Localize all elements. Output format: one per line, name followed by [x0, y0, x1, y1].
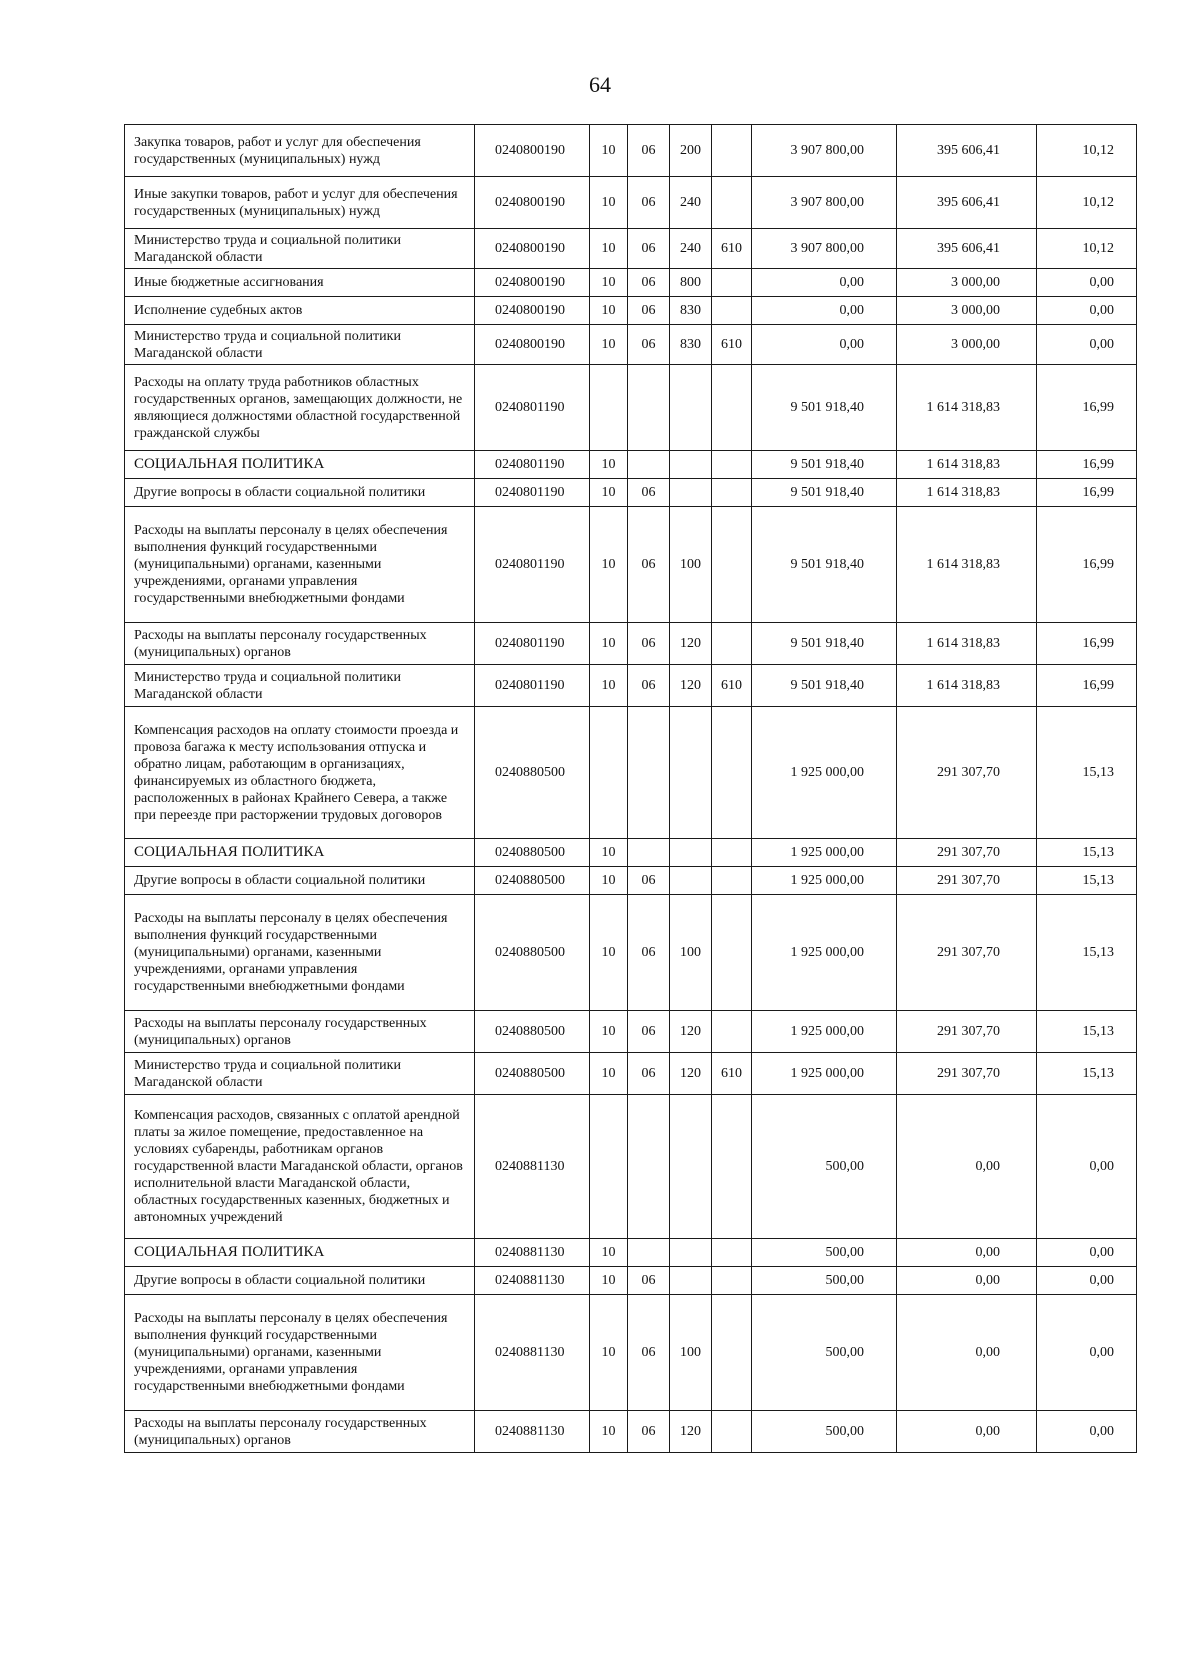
row-plan: 9 501 918,40	[752, 365, 897, 451]
table-row	[125, 229, 1137, 269]
row-percent: 0,00	[1037, 269, 1137, 297]
row-expense-type: 120	[670, 1411, 712, 1453]
row-section: 10	[590, 451, 628, 479]
row-section: 10	[590, 479, 628, 507]
row-percent: 0,00	[1037, 1095, 1137, 1239]
row-code: 0240880500	[475, 895, 590, 1011]
row-name: Иные бюджетные ассигнования	[125, 269, 475, 297]
row-executed: 0,00	[897, 1095, 1037, 1239]
row-name: Компенсация расходов на оплату стоимости проезда и провоза багажа к месту использования отпуска и обратно лицам, работающим в организациях, финансируемых из областного бюджета, расположенных в районах Крайнего Севера, а также при переезде при расторжении трудовых договоров	[125, 707, 475, 839]
row-executed: 1 614 318,83	[897, 623, 1037, 665]
row-department: 610	[712, 665, 752, 707]
row-executed: 3 000,00	[897, 297, 1037, 325]
row-subsection: 06	[628, 867, 670, 895]
row-code: 0240801190	[475, 365, 590, 451]
row-code: 0240800190	[475, 297, 590, 325]
row-code: 0240880500	[475, 867, 590, 895]
row-plan: 3 907 800,00	[752, 177, 897, 229]
row-section: 10	[590, 867, 628, 895]
row-subsection	[628, 1239, 670, 1267]
row-subsection	[628, 839, 670, 867]
row-plan: 3 907 800,00	[752, 229, 897, 269]
row-percent: 0,00	[1037, 1411, 1137, 1453]
row-executed: 1 614 318,83	[897, 479, 1037, 507]
row-code: 0240880500	[475, 1011, 590, 1053]
row-name: Министерство труда и социальной политики Магаданской области	[125, 325, 475, 365]
row-name: Расходы на выплаты персоналу государственных (муниципальных) органов	[125, 1411, 475, 1453]
row-name: Закупка товаров, работ и услуг для обеспечения государственных (муниципальных) нужд	[125, 125, 475, 177]
table-row	[125, 707, 1137, 839]
table-row	[125, 451, 1137, 479]
row-department	[712, 1295, 752, 1411]
row-expense-type	[670, 839, 712, 867]
row-name: Исполнение судебных актов	[125, 297, 475, 325]
row-subsection	[628, 707, 670, 839]
row-subsection: 06	[628, 665, 670, 707]
row-subsection: 06	[628, 895, 670, 1011]
row-name: Другие вопросы в области социальной политики	[125, 479, 475, 507]
row-section: 10	[590, 1295, 628, 1411]
budget-table	[124, 124, 1137, 1453]
row-name: Другие вопросы в области социальной политики	[125, 1267, 475, 1295]
row-expense-type: 200	[670, 125, 712, 177]
row-plan: 1 925 000,00	[752, 839, 897, 867]
row-name: СОЦИАЛЬНАЯ ПОЛИТИКА	[125, 1239, 475, 1267]
row-plan: 0,00	[752, 297, 897, 325]
row-percent: 15,13	[1037, 707, 1137, 839]
row-name: Компенсация расходов, связанных с оплатой арендной платы за жилое помещение, предоставленное на условиях субаренды, работникам органов государственной власти Магаданской области, органов исполнительной власти Магаданской области, областных государственных казенных, бюджетных и автономных учреждений	[125, 1095, 475, 1239]
row-expense-type: 100	[670, 895, 712, 1011]
row-section: 10	[590, 1411, 628, 1453]
table-row	[125, 623, 1137, 665]
row-name: Министерство труда и социальной политики Магаданской области	[125, 665, 475, 707]
row-plan: 500,00	[752, 1095, 897, 1239]
budget-table-body	[125, 125, 1137, 1453]
row-department: 610	[712, 229, 752, 269]
table-row	[125, 1295, 1137, 1411]
row-department	[712, 507, 752, 623]
row-department: 610	[712, 325, 752, 365]
row-section: 10	[590, 229, 628, 269]
row-percent: 16,99	[1037, 451, 1137, 479]
row-percent: 0,00	[1037, 1239, 1137, 1267]
row-department	[712, 623, 752, 665]
row-section: 10	[590, 1011, 628, 1053]
row-executed: 0,00	[897, 1295, 1037, 1411]
row-department	[712, 365, 752, 451]
row-subsection: 06	[628, 623, 670, 665]
row-name: СОЦИАЛЬНАЯ ПОЛИТИКА	[125, 839, 475, 867]
row-code: 0240881130	[475, 1411, 590, 1453]
row-department	[712, 1095, 752, 1239]
page-number: 64	[589, 72, 611, 97]
row-code: 0240881130	[475, 1267, 590, 1295]
row-code: 0240800190	[475, 229, 590, 269]
row-name: Министерство труда и социальной политики Магаданской области	[125, 1053, 475, 1095]
row-plan: 0,00	[752, 269, 897, 297]
row-subsection: 06	[628, 125, 670, 177]
row-expense-type: 120	[670, 1053, 712, 1095]
row-subsection: 06	[628, 325, 670, 365]
row-expense-type	[670, 867, 712, 895]
table-row	[125, 1095, 1137, 1239]
row-plan: 1 925 000,00	[752, 1053, 897, 1095]
row-expense-type: 800	[670, 269, 712, 297]
row-subsection: 06	[628, 479, 670, 507]
row-expense-type: 830	[670, 325, 712, 365]
row-percent: 15,13	[1037, 1053, 1137, 1095]
table-row	[125, 1239, 1137, 1267]
table-row	[125, 895, 1137, 1011]
row-name: Расходы на оплату труда работников областных государственных органов, замещающих должности, не являющиеся должностями областной государственной гражданской службы	[125, 365, 475, 451]
row-expense-type: 120	[670, 665, 712, 707]
table-row	[125, 297, 1137, 325]
table-row	[125, 125, 1137, 177]
row-name: Расходы на выплаты персоналу в целях обеспечения выполнения функций государственными (муниципальными) органами, казенными учреждениями, органами управления государственными внебюджетными фондами	[125, 895, 475, 1011]
row-percent: 10,12	[1037, 229, 1137, 269]
row-section: 10	[590, 507, 628, 623]
row-percent: 10,12	[1037, 125, 1137, 177]
row-department	[712, 479, 752, 507]
row-expense-type	[670, 451, 712, 479]
row-executed: 0,00	[897, 1411, 1037, 1453]
row-expense-type	[670, 1267, 712, 1295]
row-department	[712, 269, 752, 297]
row-plan: 9 501 918,40	[752, 507, 897, 623]
row-code: 0240801190	[475, 665, 590, 707]
row-executed: 291 307,70	[897, 895, 1037, 1011]
row-executed: 291 307,70	[897, 839, 1037, 867]
row-department	[712, 1239, 752, 1267]
row-expense-type: 240	[670, 229, 712, 269]
row-name: Расходы на выплаты персоналу государственных (муниципальных) органов	[125, 1011, 475, 1053]
row-code: 0240881130	[475, 1239, 590, 1267]
row-code: 0240801190	[475, 451, 590, 479]
row-department: 610	[712, 1053, 752, 1095]
row-plan: 3 907 800,00	[752, 125, 897, 177]
table-row	[125, 177, 1137, 229]
row-code: 0240800190	[475, 177, 590, 229]
row-percent: 16,99	[1037, 479, 1137, 507]
row-plan: 9 501 918,40	[752, 623, 897, 665]
row-expense-type: 240	[670, 177, 712, 229]
table-row	[125, 1267, 1137, 1295]
row-department	[712, 297, 752, 325]
row-department	[712, 451, 752, 479]
row-executed: 3 000,00	[897, 325, 1037, 365]
row-code: 0240800190	[475, 269, 590, 297]
row-code: 0240881130	[475, 1095, 590, 1239]
row-expense-type: 100	[670, 1295, 712, 1411]
row-section: 10	[590, 1267, 628, 1295]
table-row	[125, 665, 1137, 707]
row-plan: 9 501 918,40	[752, 665, 897, 707]
row-percent: 15,13	[1037, 839, 1137, 867]
row-executed: 395 606,41	[897, 229, 1037, 269]
row-subsection	[628, 1095, 670, 1239]
row-department	[712, 707, 752, 839]
row-section: 10	[590, 1053, 628, 1095]
row-code: 0240801190	[475, 479, 590, 507]
row-subsection: 06	[628, 269, 670, 297]
row-name: Министерство труда и социальной политики Магаданской области	[125, 229, 475, 269]
row-section: 10	[590, 623, 628, 665]
row-executed: 291 307,70	[897, 867, 1037, 895]
row-plan: 9 501 918,40	[752, 479, 897, 507]
row-section: 10	[590, 269, 628, 297]
row-name: Другие вопросы в области социальной политики	[125, 867, 475, 895]
row-executed: 291 307,70	[897, 1053, 1037, 1095]
row-expense-type	[670, 365, 712, 451]
row-department	[712, 1267, 752, 1295]
row-section: 10	[590, 297, 628, 325]
row-plan: 1 925 000,00	[752, 895, 897, 1011]
row-expense-type	[670, 1095, 712, 1239]
row-percent: 0,00	[1037, 1295, 1137, 1411]
row-code: 0240880500	[475, 1053, 590, 1095]
row-subsection	[628, 451, 670, 479]
table-row	[125, 269, 1137, 297]
row-expense-type: 120	[670, 1011, 712, 1053]
row-plan: 500,00	[752, 1267, 897, 1295]
row-executed: 291 307,70	[897, 1011, 1037, 1053]
row-percent: 15,13	[1037, 867, 1137, 895]
row-department	[712, 177, 752, 229]
row-department	[712, 1011, 752, 1053]
row-subsection: 06	[628, 1411, 670, 1453]
row-subsection: 06	[628, 229, 670, 269]
row-section: 10	[590, 325, 628, 365]
row-subsection: 06	[628, 1267, 670, 1295]
row-section: 10	[590, 665, 628, 707]
row-section: 10	[590, 1239, 628, 1267]
table-row	[125, 479, 1137, 507]
row-section: 10	[590, 839, 628, 867]
row-name: Иные закупки товаров, работ и услуг для обеспечения государственных (муниципальных) нужд	[125, 177, 475, 229]
table-row	[125, 365, 1137, 451]
row-plan: 500,00	[752, 1295, 897, 1411]
row-executed: 0,00	[897, 1239, 1037, 1267]
row-code: 0240880500	[475, 839, 590, 867]
row-section: 10	[590, 895, 628, 1011]
row-executed: 395 606,41	[897, 177, 1037, 229]
row-subsection: 06	[628, 507, 670, 623]
row-subsection: 06	[628, 177, 670, 229]
row-executed: 0,00	[897, 1267, 1037, 1295]
row-plan: 500,00	[752, 1411, 897, 1453]
row-subsection: 06	[628, 1053, 670, 1095]
row-code: 0240800190	[475, 325, 590, 365]
row-percent: 10,12	[1037, 177, 1137, 229]
row-percent: 16,99	[1037, 365, 1137, 451]
row-name: Расходы на выплаты персоналу в целях обеспечения выполнения функций государственными (муниципальными) органами, казенными учреждениями, органами управления государственными внебюджетными фондами	[125, 507, 475, 623]
row-section	[590, 707, 628, 839]
row-section	[590, 1095, 628, 1239]
row-section: 10	[590, 125, 628, 177]
row-percent: 15,13	[1037, 895, 1137, 1011]
table-row	[125, 1053, 1137, 1095]
row-expense-type: 830	[670, 297, 712, 325]
row-code: 0240881130	[475, 1295, 590, 1411]
row-expense-type	[670, 707, 712, 839]
row-plan: 0,00	[752, 325, 897, 365]
row-executed: 395 606,41	[897, 125, 1037, 177]
row-executed: 1 614 318,83	[897, 507, 1037, 623]
row-expense-type	[670, 1239, 712, 1267]
row-executed: 3 000,00	[897, 269, 1037, 297]
row-code: 0240800190	[475, 125, 590, 177]
row-section: 10	[590, 177, 628, 229]
row-percent: 0,00	[1037, 297, 1137, 325]
row-department	[712, 867, 752, 895]
row-code: 0240801190	[475, 507, 590, 623]
row-plan: 1 925 000,00	[752, 1011, 897, 1053]
row-expense-type: 120	[670, 623, 712, 665]
row-percent: 0,00	[1037, 1267, 1137, 1295]
row-department	[712, 839, 752, 867]
row-percent: 16,99	[1037, 623, 1137, 665]
row-expense-type	[670, 479, 712, 507]
row-department	[712, 125, 752, 177]
row-executed: 1 614 318,83	[897, 665, 1037, 707]
row-name: Расходы на выплаты персоналу государственных (муниципальных) органов	[125, 623, 475, 665]
row-department	[712, 1411, 752, 1453]
row-plan: 500,00	[752, 1239, 897, 1267]
row-percent: 0,00	[1037, 325, 1137, 365]
table-row	[125, 1411, 1137, 1453]
row-executed: 291 307,70	[897, 707, 1037, 839]
row-percent: 15,13	[1037, 1011, 1137, 1053]
row-subsection	[628, 365, 670, 451]
row-department	[712, 895, 752, 1011]
row-code: 0240801190	[475, 623, 590, 665]
row-section	[590, 365, 628, 451]
row-percent: 16,99	[1037, 507, 1137, 623]
row-subsection: 06	[628, 1295, 670, 1411]
table-row	[125, 325, 1137, 365]
row-subsection: 06	[628, 297, 670, 325]
row-plan: 1 925 000,00	[752, 867, 897, 895]
row-percent: 16,99	[1037, 665, 1137, 707]
row-plan: 9 501 918,40	[752, 451, 897, 479]
row-plan: 1 925 000,00	[752, 707, 897, 839]
row-executed: 1 614 318,83	[897, 365, 1037, 451]
table-row	[125, 839, 1137, 867]
row-name: СОЦИАЛЬНАЯ ПОЛИТИКА	[125, 451, 475, 479]
row-expense-type: 100	[670, 507, 712, 623]
row-name: Расходы на выплаты персоналу в целях обеспечения выполнения функций государственными (муниципальными) органами, казенными учреждениями, органами управления государственными внебюджетными фондами	[125, 1295, 475, 1411]
table-row	[125, 867, 1137, 895]
table-row	[125, 1011, 1137, 1053]
row-code: 0240880500	[475, 707, 590, 839]
row-subsection: 06	[628, 1011, 670, 1053]
row-executed: 1 614 318,83	[897, 451, 1037, 479]
table-row	[125, 507, 1137, 623]
